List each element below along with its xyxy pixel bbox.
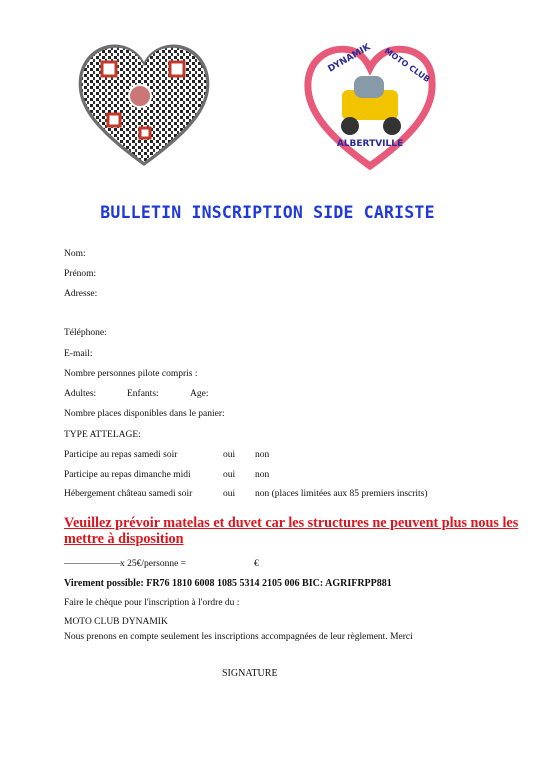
virement-info: Virement possible: FR76 1810 6008 1085 5314 2105 006 BIC: AGRIFRPP881 [64, 578, 392, 589]
option-non: non [255, 450, 270, 460]
price-per-person: x 25€/personne = [120, 559, 187, 569]
logo-bottom-text: ALBERTVILLE [336, 139, 404, 149]
qr-heart-logo [78, 44, 210, 168]
option-row [64, 450, 484, 460]
field-adresse: Adresse: [64, 289, 98, 299]
field-email: E-mail: [64, 349, 93, 359]
option-row [64, 489, 484, 499]
field-prenom: Prénom: [64, 269, 97, 279]
logo-top-text: DYNAMIK [326, 42, 373, 75]
option-non: non (places limitées aux 85 premiers inscrits) [255, 489, 428, 499]
logo-right-text: MOTO CLUB [382, 46, 432, 85]
option-oui: oui [223, 450, 236, 460]
option-non: non [255, 470, 270, 480]
field-type-attelage: TYPE ATTELAGE: [64, 430, 141, 440]
option-oui: oui [223, 470, 236, 480]
option-oui: oui [223, 489, 236, 499]
option-label: Participe au repas dimanche midi [64, 470, 191, 480]
signature-label: SIGNATURE [222, 668, 278, 679]
option-label: Hébergement château samedi soir [64, 489, 193, 499]
field-nb-personnes: Nombre personnes pilote compris : [64, 369, 198, 379]
price-row [64, 559, 364, 569]
option-row [64, 470, 484, 480]
club-name: MOTO CLUB DYNAMIK [64, 617, 168, 627]
field-nom: Nom: [64, 249, 86, 259]
payment-note: Nous prenons en compte seulement les inscriptions accompagnées de leur règlement. Merci [64, 632, 413, 642]
field-adultes: Adultes: [64, 389, 97, 399]
price-euro: € [254, 559, 259, 569]
field-telephone: Téléphone: [64, 328, 107, 338]
cheque-info: Faire le chèque pour l'inscription à l'ordre du : [64, 598, 240, 608]
price-blank: —————— [64, 559, 121, 569]
field-age: Age: [190, 389, 209, 399]
persons-row [64, 389, 264, 399]
option-label: Participe au repas samedi soir [64, 450, 178, 460]
warning-notice: Veuillez prévoir matelas et duvet car les structures ne peuvent plus nous les mettre à disposition [64, 515, 519, 547]
page-title: BULLETIN INSCRIPTION SIDE CARISTE [100, 203, 435, 222]
field-places-panier: Nombre places disponibles dans le panier: [64, 409, 225, 419]
moto-club-logo [300, 38, 440, 173]
field-enfants: Enfants: [127, 389, 159, 399]
